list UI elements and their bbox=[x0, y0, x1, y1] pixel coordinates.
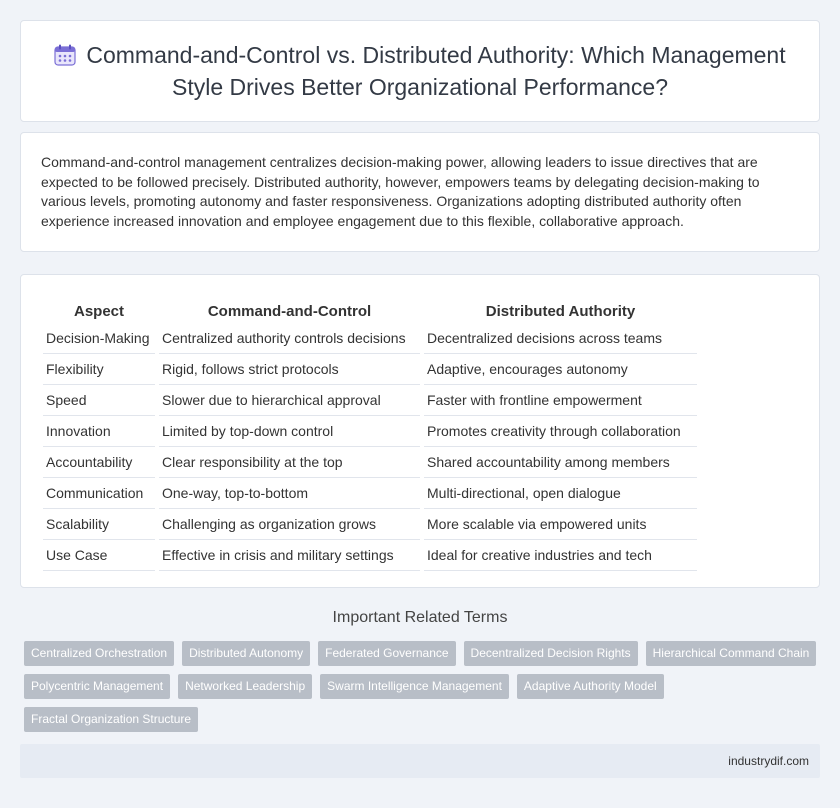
comparison-card bbox=[20, 274, 820, 588]
cell-aspect: Innovation bbox=[43, 416, 155, 447]
table-row bbox=[43, 385, 697, 416]
cell-command-and-control: Limited by top-down control bbox=[159, 416, 420, 447]
intro-paragraph: Command-and-control management centralizes decision-making power, allowing leaders to issue directives that are expected to be followed precisely. Distributed authority, however, empowers teams by delegating decision-making to various levels, promoting autonomy and faster responsiveness. Organizations adopting distributed authority often experience increased innovation and employee engagement due to this flexible, collaborative approach. bbox=[41, 154, 760, 229]
cell-command-and-control: One-way, top-to-bottom bbox=[159, 478, 420, 509]
related-term-tag[interactable]: Swarm Intelligence Management bbox=[320, 674, 509, 699]
table-row bbox=[43, 447, 697, 478]
cell-distributed-authority: Ideal for creative industries and tech bbox=[424, 540, 697, 571]
cell-distributed-authority: Promotes creativity through collaboration bbox=[424, 416, 697, 447]
header-aspect: Aspect bbox=[73, 302, 125, 320]
related-term-tag[interactable]: Polycentric Management bbox=[24, 674, 170, 699]
table-row bbox=[43, 509, 697, 540]
table-header-row bbox=[43, 295, 697, 323]
cell-aspect: Communication bbox=[43, 478, 155, 509]
related-term-tag[interactable]: Distributed Autonomy bbox=[182, 641, 310, 666]
cell-command-and-control: Effective in crisis and military settings bbox=[159, 540, 420, 571]
table-row bbox=[43, 354, 697, 385]
related-terms-list bbox=[24, 641, 824, 732]
related-term-tag[interactable]: Federated Governance bbox=[318, 641, 455, 666]
header-command-and-control: Command-and-Control bbox=[207, 302, 372, 320]
related-term-tag[interactable]: Networked Leadership bbox=[178, 674, 312, 699]
comparison-table bbox=[39, 295, 701, 571]
cell-command-and-control: Clear responsibility at the top bbox=[159, 447, 420, 478]
cell-command-and-control: Rigid, follows strict protocols bbox=[159, 354, 420, 385]
footer-site[interactable]: industrydif.com bbox=[728, 754, 809, 768]
cell-distributed-authority: Decentralized decisions across teams bbox=[424, 323, 697, 354]
header-distributed-authority: Distributed Authority bbox=[485, 302, 636, 320]
cell-distributed-authority: More scalable via empowered units bbox=[424, 509, 697, 540]
page-title bbox=[40, 41, 800, 102]
cell-command-and-control: Centralized authority controls decisions bbox=[159, 323, 420, 354]
footer bbox=[20, 744, 820, 778]
cell-distributed-authority: Faster with frontline empowerment bbox=[424, 385, 697, 416]
cell-distributed-authority: Shared accountability among members bbox=[424, 447, 697, 478]
table-row bbox=[43, 478, 697, 509]
cell-aspect: Scalability bbox=[43, 509, 155, 540]
related-term-tag[interactable]: Adaptive Authority Model bbox=[517, 674, 664, 699]
cell-aspect: Speed bbox=[43, 385, 155, 416]
cell-command-and-control: Slower due to hierarchical approval bbox=[159, 385, 420, 416]
related-term-tag[interactable]: Fractal Organization Structure bbox=[24, 707, 198, 732]
cell-distributed-authority: Multi-directional, open dialogue bbox=[424, 478, 697, 509]
page-title-text: Command-and-Control vs. Distributed Authority: Which Management Style Drives Better Organizational Performance? bbox=[86, 41, 786, 100]
table-row bbox=[43, 540, 697, 571]
cell-distributed-authority: Adaptive, encourages autonomy bbox=[424, 354, 697, 385]
related-terms-title: Important Related Terms bbox=[332, 609, 508, 626]
cell-aspect: Accountability bbox=[43, 447, 155, 478]
cell-aspect: Use Case bbox=[43, 540, 155, 571]
table-row bbox=[43, 323, 697, 354]
calendar-icon bbox=[54, 44, 76, 73]
cell-aspect: Decision-Making bbox=[43, 323, 155, 354]
table-row bbox=[43, 416, 697, 447]
intro-card bbox=[20, 132, 820, 252]
cell-command-and-control: Challenging as organization grows bbox=[159, 509, 420, 540]
related-term-tag[interactable]: Hierarchical Command Chain bbox=[646, 641, 817, 666]
title-card bbox=[20, 20, 820, 122]
cell-aspect: Flexibility bbox=[43, 354, 155, 385]
related-term-tag[interactable]: Decentralized Decision Rights bbox=[464, 641, 638, 666]
table-body bbox=[43, 323, 697, 571]
page-title-wrap bbox=[40, 41, 800, 102]
related-term-tag[interactable]: Centralized Orchestration bbox=[24, 641, 174, 666]
